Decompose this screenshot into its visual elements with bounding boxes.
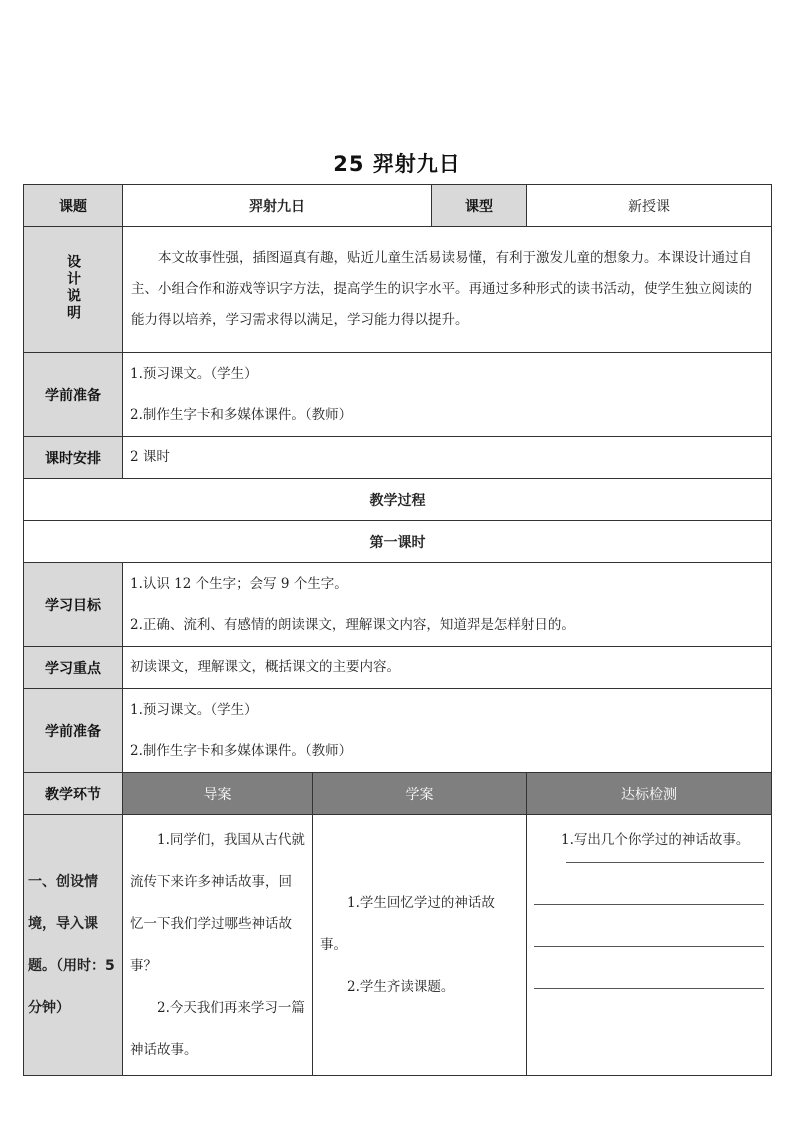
prep2-item: 2.制作生字卡和多媒体课件。（教师） <box>130 742 353 759</box>
goals-item: 1.认识 12 个生字；会写 9 个生字。 <box>130 575 348 592</box>
step1-stage: 一、创设情境，导入课题。（用时：5 分钟） <box>24 815 123 1076</box>
study-column-header: 学案 <box>313 773 527 815</box>
schedule-row <box>24 437 772 479</box>
prep1-item: 2.制作生字卡和多媒体课件。（教师） <box>130 406 353 423</box>
step1-guide-item: 1.同学们，我国从古代就流传下来许多神话故事，回忆一下我们学过哪些神话故事？ <box>130 832 305 974</box>
lesson1-row <box>24 521 772 563</box>
focus-row <box>24 647 772 689</box>
type-label: 课型 <box>432 185 527 227</box>
topic-row <box>24 185 772 227</box>
step1-guide <box>123 815 313 1076</box>
step1-guide-item: 2.今天我们再来学习一篇神话故事。 <box>130 1000 305 1058</box>
answer-line[interactable] <box>534 987 764 989</box>
step1-check <box>527 815 772 1076</box>
lesson1-title: 第一课时 <box>24 521 772 563</box>
step1-check-item: 1.写出几个你学过的神话故事。 <box>561 832 750 848</box>
topic-label: 课题 <box>24 185 123 227</box>
prep2-label: 学前准备 <box>24 689 123 773</box>
columns-header-row <box>24 773 772 815</box>
process-row <box>24 479 772 521</box>
prep2-content <box>123 689 772 773</box>
type-value: 新授课 <box>527 185 772 227</box>
step1-row <box>24 815 772 1076</box>
prep1-item: 1.预习课文。（学生） <box>130 365 258 382</box>
schedule-label: 课时安排 <box>24 437 123 479</box>
design-row <box>24 227 772 353</box>
schedule-value: 2 课时 <box>123 437 772 479</box>
prep1-label: 学前准备 <box>24 353 123 437</box>
goals-row <box>24 563 772 647</box>
topic-value: 羿射九日 <box>123 185 432 227</box>
prep1-content <box>123 353 772 437</box>
step1-study-item: 2.学生齐读课题。 <box>347 979 455 995</box>
guide-column-header: 导案 <box>123 773 313 815</box>
page-title: 25 羿射九日 <box>333 152 461 176</box>
check-column-header: 达标检测 <box>527 773 772 815</box>
goals-label: 学习目标 <box>24 563 123 647</box>
answer-line[interactable] <box>534 945 764 947</box>
step1-study <box>313 815 527 1076</box>
answer-line[interactable] <box>566 861 764 863</box>
design-text: 本文故事性强，插图逼真有趣，贴近儿童生活易读易懂，有利于激发儿童的想象力。本课设计通过自主、小组合作和游戏等识字方法，提高学生的识字水平。再通过多种形式的读书活动，使学生独立阅读的能力得以培养，学习需求得以满足，学习能力得以提升。 <box>123 227 772 353</box>
stage-column-header: 教学环节 <box>24 773 123 815</box>
focus-label: 学习重点 <box>24 647 123 689</box>
design-label-cell <box>24 227 123 353</box>
goals-content <box>123 563 772 647</box>
prep2-row <box>24 689 772 773</box>
design-label: 设计说明 <box>65 253 81 322</box>
goals-item: 2.正确、流利、有感情的朗读课文，理解课文内容，知道羿是怎样射日的。 <box>130 616 575 633</box>
answer-line[interactable] <box>534 903 764 905</box>
focus-value: 初读课文，理解课文，概括课文的主要内容。 <box>123 647 772 689</box>
process-title: 教学过程 <box>24 479 772 521</box>
lesson-plan-table <box>23 184 772 1076</box>
step1-study-item: 1.学生回忆学过的神话故事。 <box>320 895 495 953</box>
prep1-row <box>24 353 772 437</box>
prep2-item: 1.预习课文。（学生） <box>130 701 258 718</box>
